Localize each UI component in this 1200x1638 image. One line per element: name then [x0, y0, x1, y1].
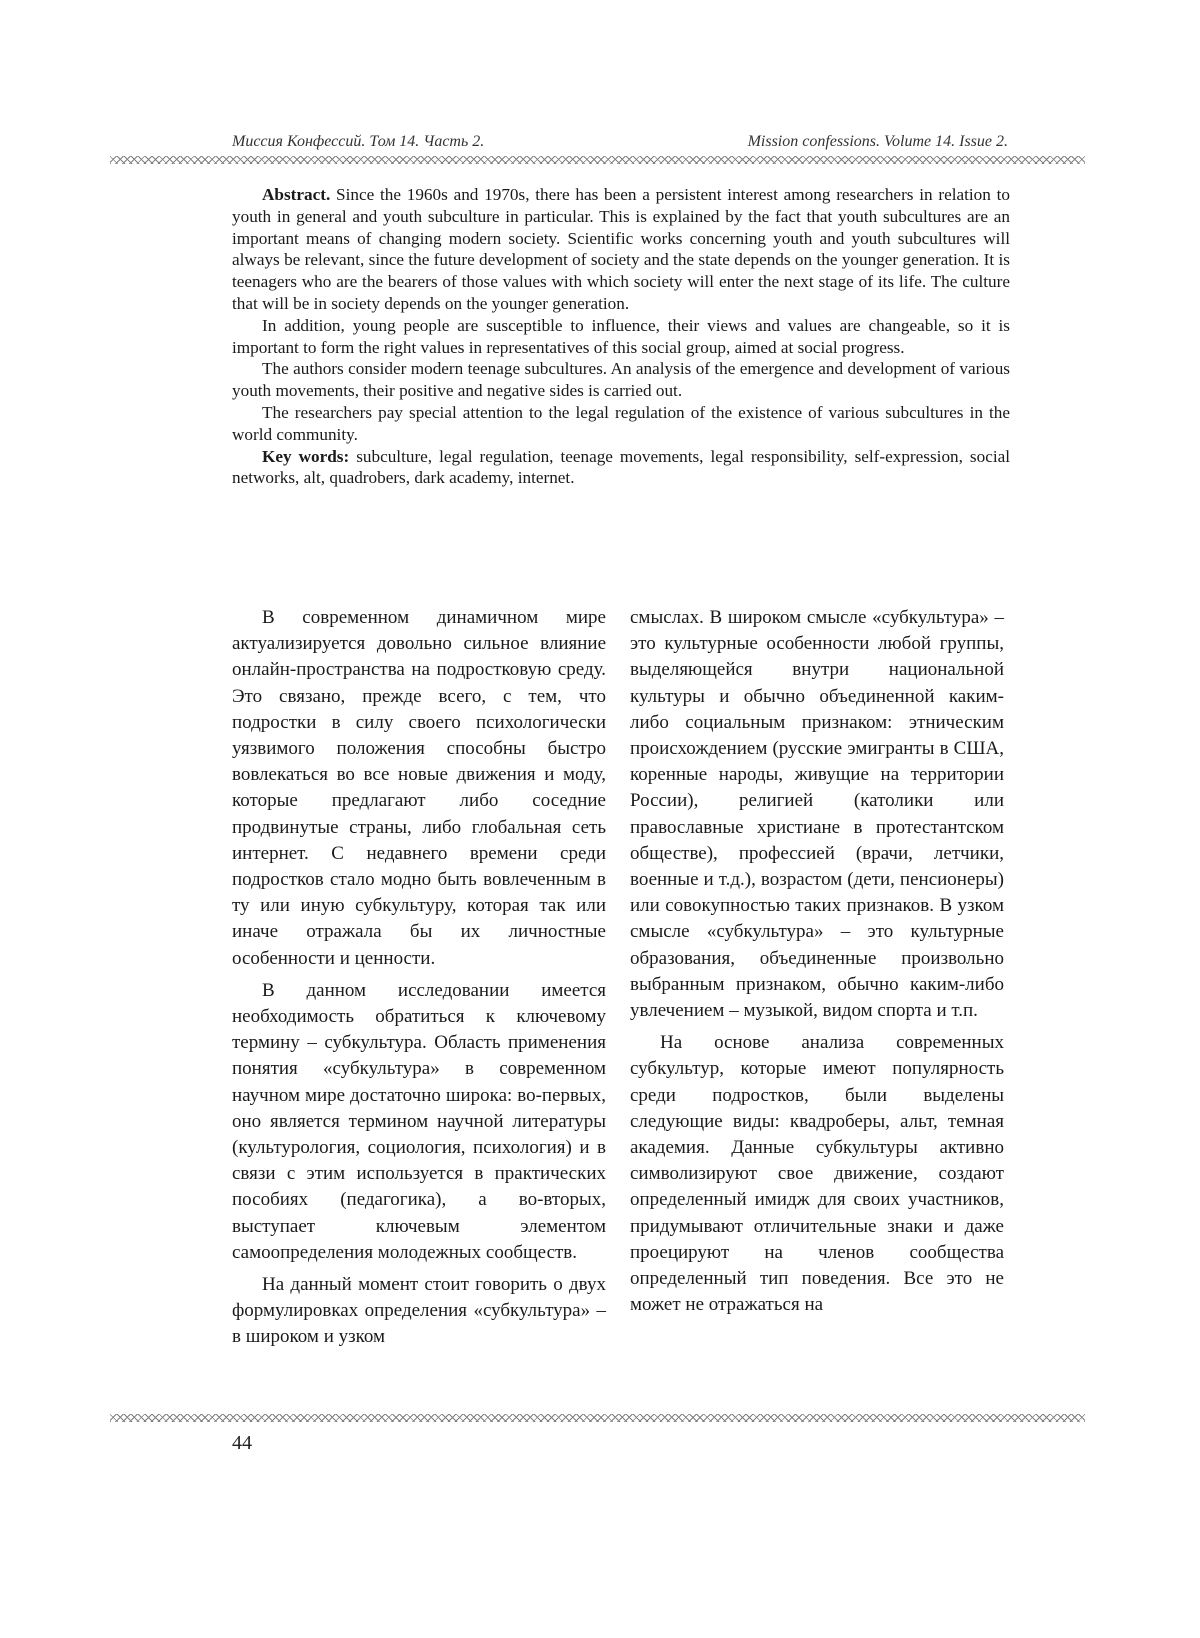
body-paragraph: На основе анализа современных субкультур, которые имеют популярность среди подростков, были выделены следующие виды: квадроберы, альт, темная академия. Данные субкультуры активно символизируют свое движение, создают определенный имидж для своих участников, придумывают отличительные знаки и даже проецируют на членов сообщества определенный тип поведения. Все это не может не отражаться на — [630, 1032, 1004, 1316]
keywords: Key words: subculture, legal regulation, teenage movements, legal responsibility, self-expression, social networks, alt, quadrobers, dark academy, internet. — [232, 446, 1011, 488]
abstract-section — [232, 184, 1010, 489]
body-paragraph: На данный момент стоит говорить о двух формулировках определения «субкультура» – в широком и узком — [232, 1274, 606, 1348]
header-right: Mission confessions. Volume 14. Issue 2. — [747, 133, 1008, 150]
abstract-paragraph: In addition, young people are susceptible to influence, their views and values are changeable, so it is important to form the right values in representatives of this social group, aimed at social progress. — [232, 315, 1010, 357]
abstract-paragraph: Abstract. Since the 1960s and 1970s, there has been a persistent interest among researchers in relation to youth in general and youth subculture in particular. This is explained by the fact that youth subcultures are an important means of changing modern society. Scientific works concerning youth and youth subcultures will always be relevant, since the future development of society and the state depends on the younger generation. It is teenagers who are the bearers of those values with which society will enter the next stage of its life. The culture that will be in society depends on the younger generation. — [232, 185, 1011, 313]
header-left: Миссия Конфессий. Том 14. Часть 2. — [232, 133, 485, 150]
body-paragraph: В данном исследовании имеется необходимость обратиться к ключевому термину – субкультура. Область применения понятия «субкультура» в современном научном мире достаточно широка: во-первых, оно является термином научной литературы (культурология, социология, психология) и в связи с этим используется в практических пособиях (педагогика), а во-вторых, выступает ключевым элементом самоопределения молодежных сообществ. — [232, 979, 606, 1263]
running-header — [232, 133, 1008, 151]
abstract-paragraph: The researchers pay special attention to the legal regulation of the existence of various subcultures in the world community. — [232, 402, 1010, 444]
page-number: 44 — [232, 1432, 252, 1454]
bottom-ornament-rule — [110, 1414, 1085, 1422]
body-paragraph: смыслах. В широком смысле «субкультура» – это культурные особенности любой группы, выделяющейся внутри национальной культуры и обычно объединенной каким-либо социальным признаком: этническим происхождением (русские эмигранты в США, коренные народы, живущие на территории России), религией (католики или православные христиане в протестантском обществе), профессией (врачи, летчики, военные и т.д.), возрастом (дети, пенсионеры) или совокупностью таких признаков. В узком смысле «субкультура» – это культурные образования, объединенные произвольно выбранным признаком, обычно каким-либо увлечением – музыкой, видом спорта и т.п. — [630, 607, 1004, 1022]
keywords-label: Key words: — [262, 446, 350, 466]
body-paragraph: В современном динамичном мире актуализируется довольно сильное влияние онлайн-пространства на подростковую среду. Это связано, прежде всего, с тем, что подростки в силу своего психологически уязвимого положения способны быстро вовлекаться во все новые движения и моду, которые предлагают либо соседние продвинутые страны, либо глобальная сеть интернет. С недавнего времени среди подростков стало модно быть вовлеченным в ту или иную субкультуру, которая так или иначе отражала бы их личностные особенности и ценности. — [232, 607, 606, 969]
top-ornament-rule — [110, 156, 1085, 164]
abstract-paragraph: The authors consider modern teenage subcultures. An analysis of the emergence and development of various youth movements, their positive and negative sides is carried out. — [232, 359, 1010, 401]
abstract-label: Abstract. — [262, 185, 331, 204]
right-column — [630, 605, 1004, 1324]
left-column — [232, 605, 606, 1357]
